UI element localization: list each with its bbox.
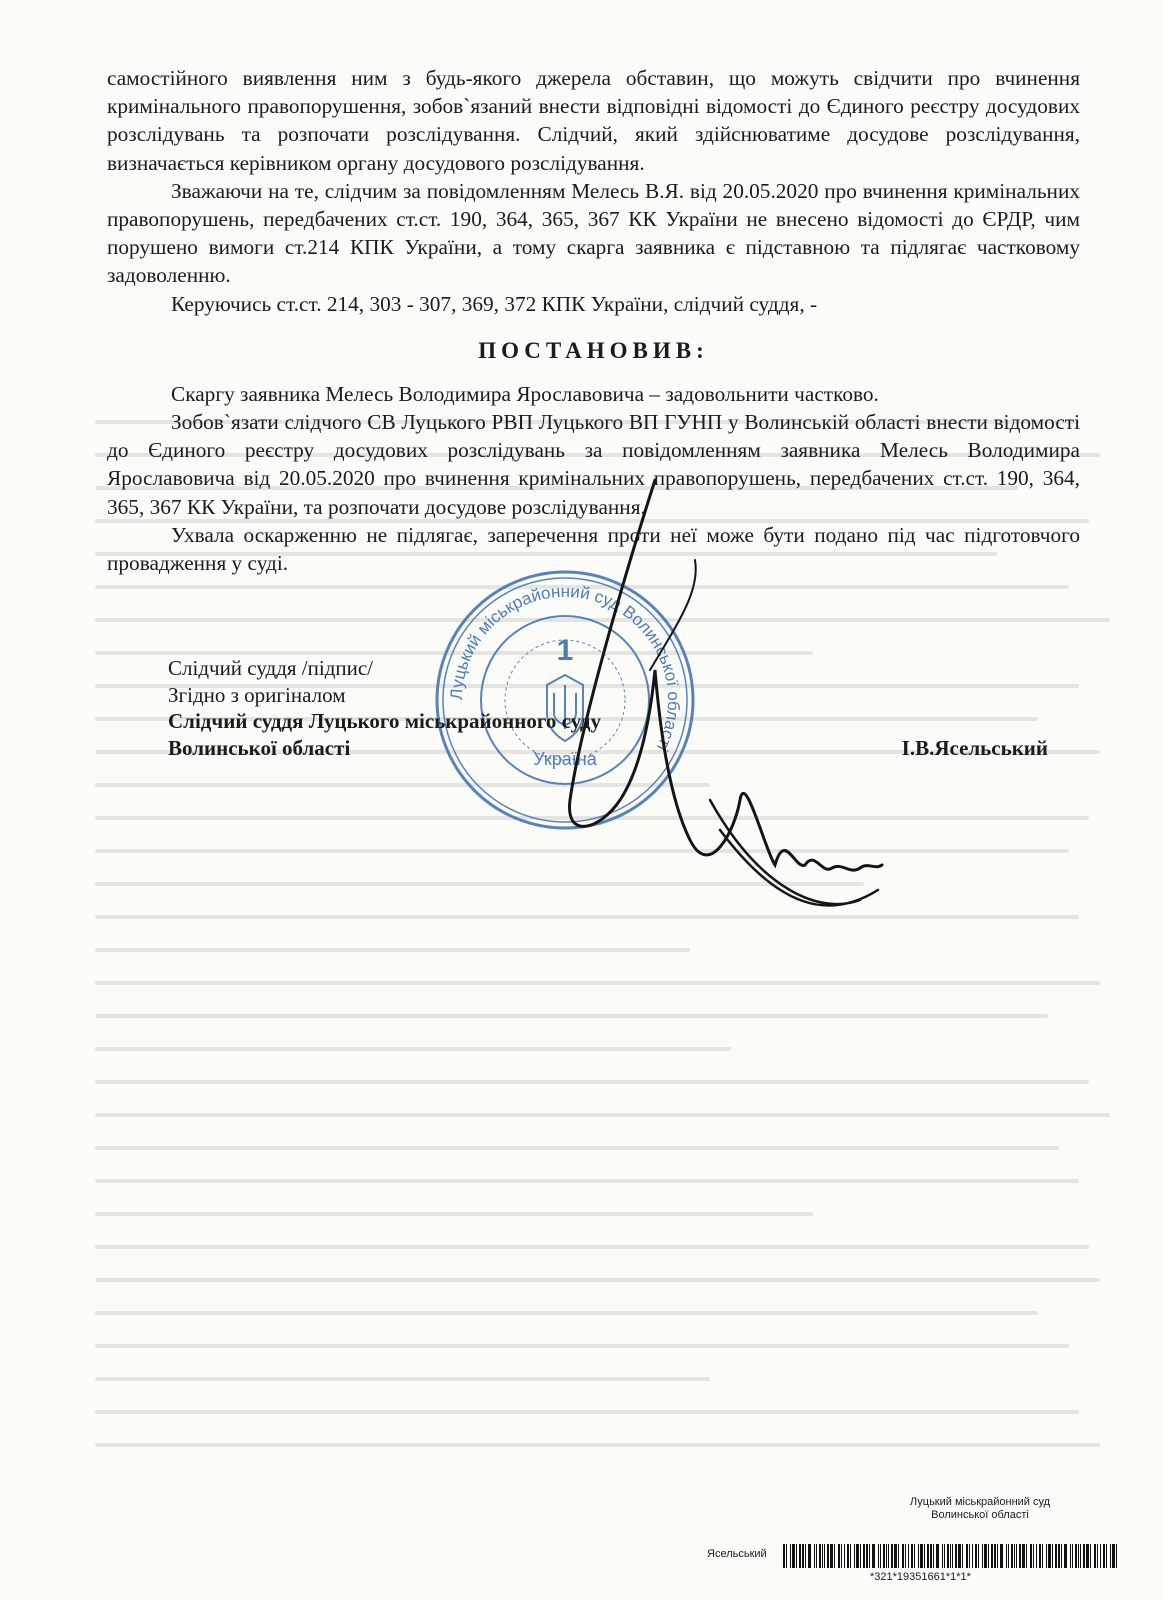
barcode-bar — [991, 1544, 993, 1568]
barcode-bar — [860, 1544, 861, 1568]
barcode-bar — [841, 1544, 842, 1568]
barcode-bar — [894, 1544, 897, 1568]
barcode-bar — [827, 1544, 829, 1568]
barcode-bar — [1072, 1544, 1073, 1568]
barcode-bar — [1078, 1544, 1079, 1568]
barcode-bar — [1055, 1544, 1057, 1568]
barcode-bar — [886, 1544, 887, 1568]
barcode-bar — [997, 1544, 998, 1568]
seal-ring-text: Луцький міськрайонний суд Волинської області — [446, 581, 684, 755]
barcode-bar — [1116, 1544, 1117, 1568]
signature-line-1: Слідчий суддя /підпис/ — [168, 656, 374, 680]
barcode-bar — [838, 1544, 840, 1568]
barcode-bar — [1112, 1544, 1115, 1568]
barcode-bar — [958, 1544, 961, 1568]
barcode-bar — [1094, 1544, 1096, 1568]
barcode-bar — [962, 1544, 963, 1568]
barcode-bar — [1070, 1544, 1071, 1568]
barcode-bar — [1014, 1544, 1015, 1568]
barcode-number: *321*19351661*1*1* — [870, 1571, 971, 1583]
barcode-bar — [927, 1544, 929, 1568]
decision-item-1: Скаргу заявника Мелесь Володимира Ярославовича – задовольнити частково. — [171, 381, 879, 406]
barcode-bar — [1036, 1544, 1037, 1568]
barcode-bar — [918, 1544, 919, 1568]
barcode-bar — [950, 1544, 951, 1568]
barcode-bar — [898, 1544, 899, 1568]
barcode-bar — [805, 1544, 806, 1568]
barcode-bar — [891, 1544, 893, 1568]
barcode-bar — [856, 1544, 859, 1568]
paragraph-considering: Зважаючи на те, слідчим за повідомленням Мелесь В.Я. від 20.05.2020 про вчинення кримінальних правопорушень, передбачених ст.ст. 190, 364, 365, 367 КК України не внесено відомості до ЄРДР, чим порушено вимоги ст.214 КПК України, а тому скарга заявника є підставною та підлягає частковому задоволенню. — [107, 178, 1080, 288]
barcode-bar — [1008, 1544, 1009, 1568]
barcode-bar — [984, 1544, 987, 1568]
signature-line-4: Волинської області — [168, 735, 351, 760]
decision-item-2: Зобов`язати слідчого СВ Луцького РВП Луцького ВП ГУНП у Волинській області внести відомості до Єдиного реєстру досудових розслідувань за повідомленням заявника Мелесь Володимира Ярославовича від 20.05.2020 про вчинення кримінальних правопорушень, передбачених ст.ст. 190, 364, 365, 367 КК України, та розпочати досудове розслідування. — [107, 410, 1080, 519]
barcode-bar — [1064, 1544, 1067, 1568]
barcode-bar — [830, 1544, 833, 1568]
barcode-bar — [880, 1544, 881, 1568]
barcode-bar — [878, 1544, 879, 1568]
barcode-bar — [854, 1544, 855, 1568]
barcode-bar — [1103, 1544, 1105, 1568]
barcode-bar — [969, 1544, 970, 1568]
barcode-bar — [944, 1544, 945, 1568]
barcode-bar — [924, 1544, 925, 1568]
barcode-bar — [942, 1544, 943, 1568]
paragraph-guided-by: Керуючись ст.ст. 214, 303 - 307, 369, 372 КПК України, слідчий суддя, - — [171, 291, 818, 316]
barcode-bar — [847, 1544, 849, 1568]
barcode-bar — [1080, 1544, 1081, 1568]
barcode-bar — [1106, 1544, 1107, 1568]
barcode-bar — [796, 1544, 797, 1568]
barcode-bar — [792, 1544, 795, 1568]
signature-line-2: Згідно з оригіналом — [168, 682, 346, 707]
barcode-bar — [834, 1544, 835, 1568]
document-barcode — [783, 1544, 1119, 1568]
barcode-bar — [1006, 1544, 1007, 1568]
seal-country: Україна — [533, 749, 597, 769]
barcode-bar — [982, 1544, 983, 1568]
barcode-bar — [947, 1544, 949, 1568]
barcode-bar — [911, 1544, 913, 1568]
barcode-bar — [1048, 1544, 1051, 1568]
barcode-bar — [863, 1544, 865, 1568]
barcode-bar — [966, 1544, 968, 1568]
barcode-bar — [1000, 1544, 1003, 1568]
ruling-heading: ПОСТАНОВИВ: — [478, 337, 709, 363]
footer-court-line-2: Волинської області — [931, 1509, 1029, 1521]
barcode-bar — [994, 1544, 996, 1568]
footer-court-name — [850, 1496, 1110, 1522]
barcode-bar — [844, 1544, 845, 1568]
barcode-bar — [802, 1544, 804, 1568]
barcode-bar — [869, 1544, 870, 1568]
barcode-bar — [1075, 1544, 1077, 1568]
barcode-bar — [975, 1544, 977, 1568]
signature-block — [168, 655, 1048, 761]
barcode-bar — [819, 1544, 821, 1568]
barcode-bar — [816, 1544, 817, 1568]
barcode-bar — [905, 1544, 906, 1568]
barcode-bar — [1022, 1544, 1025, 1568]
barcode-bar — [955, 1544, 957, 1568]
barcode-bar — [978, 1544, 979, 1568]
barcode-bar — [1033, 1544, 1034, 1568]
barcode-bar — [908, 1544, 909, 1568]
barcode-bar — [930, 1544, 932, 1568]
barcode-bar — [824, 1544, 825, 1568]
barcode-bar — [822, 1544, 823, 1568]
barcode-bar — [1100, 1544, 1101, 1568]
barcode-bar — [790, 1544, 791, 1568]
barcode-bar — [1090, 1544, 1091, 1568]
barcode-bar — [872, 1544, 875, 1568]
barcode-bar — [888, 1544, 889, 1568]
footer-court-line-1: Луцький міськрайонний суд — [909, 1496, 1051, 1508]
judge-name: І.В.Ясельський — [901, 735, 1048, 760]
barcode-bar — [783, 1544, 785, 1568]
barcode-bar — [1110, 1544, 1111, 1568]
barcode-bar — [1039, 1544, 1041, 1568]
signature-line-3: Слідчий суддя Луцького міськрайонного суду — [168, 709, 601, 734]
barcode-bar — [883, 1544, 885, 1568]
barcode-bar — [850, 1544, 851, 1568]
barcode-bar — [920, 1544, 923, 1568]
footer-clerk: Ясельський — [707, 1548, 767, 1560]
barcode-bar — [1052, 1544, 1053, 1568]
barcode-bar — [866, 1544, 868, 1568]
barcode-bar — [799, 1544, 801, 1568]
barcode-bar — [933, 1544, 934, 1568]
barcode-bar — [1019, 1544, 1021, 1568]
barcode-bar — [1016, 1544, 1017, 1568]
barcode-bar — [1097, 1544, 1098, 1568]
paragraph-continuation: самостійного виявлення ним з будь-якого джерела обставин, що можуть свідчити про вчинення кримінального правопорушення, зобов`язаний внести відповідні відомості до Єдиного реєстру досудових розслідувань та розпочати розслідування. Слідчий, який здійснюватиме досудове розслідування, визначається керівником органу досудового розслідування. — [107, 66, 1080, 175]
barcode-bar — [1086, 1544, 1089, 1568]
barcode-bar — [786, 1544, 787, 1568]
barcode-bar — [936, 1544, 939, 1568]
barcode-bar — [1030, 1544, 1032, 1568]
barcode-bar — [902, 1544, 904, 1568]
barcode-bar — [814, 1544, 815, 1568]
barcode-bar — [1042, 1544, 1043, 1568]
barcode-bar — [988, 1544, 989, 1568]
barcode-bar — [914, 1544, 915, 1568]
barcode-bar — [1046, 1544, 1047, 1568]
barcode-bar — [1061, 1544, 1062, 1568]
barcode-bar — [972, 1544, 973, 1568]
barcode-bar — [808, 1544, 811, 1568]
barcode-bar — [952, 1544, 953, 1568]
barcode-bar — [1026, 1544, 1027, 1568]
barcode-bar — [1083, 1544, 1085, 1568]
barcode-bar — [1011, 1544, 1013, 1568]
barcode-bar — [1058, 1544, 1060, 1568]
seal-number: 1 — [556, 634, 574, 667]
decision-item-3: Ухвала оскарженню не підлягає, заперечення проти неї може бути подано під час підготовчого провадження у суді. — [107, 522, 1080, 576]
